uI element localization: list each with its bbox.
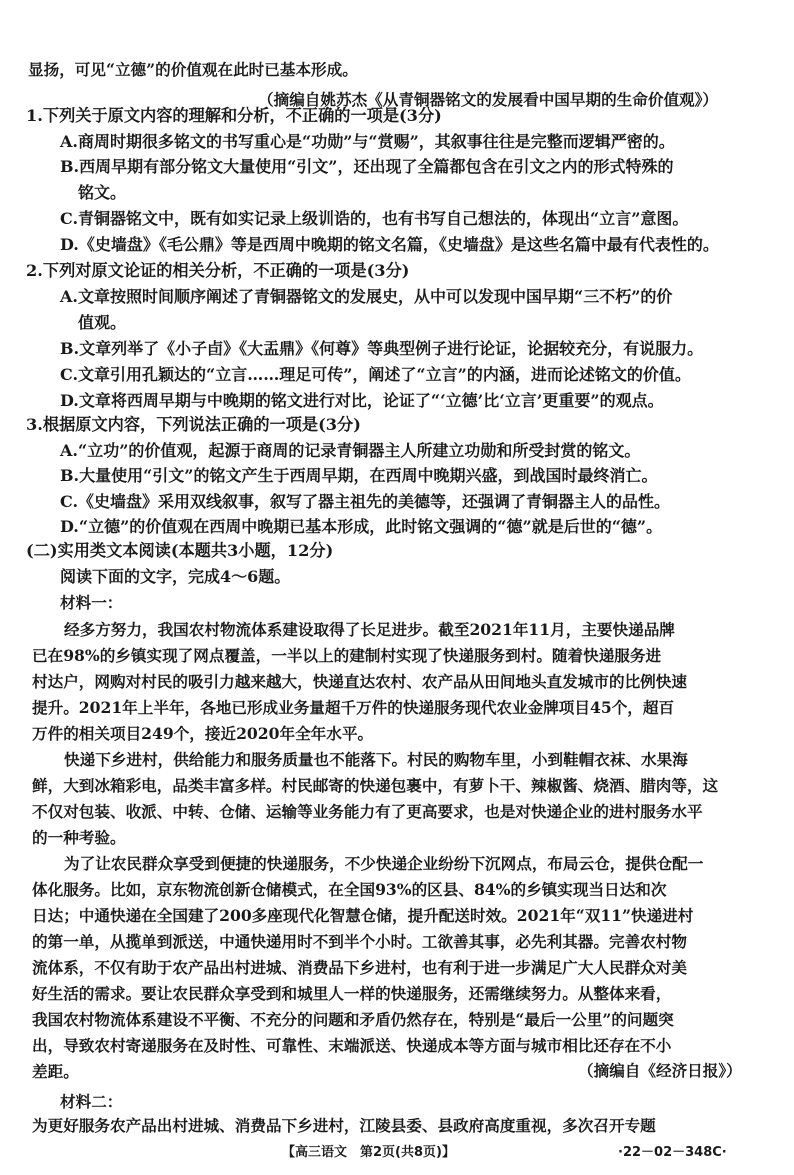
- paragraph-line: 的一种考验。: [32, 828, 126, 847]
- option-1d: D.《史墙盘》《毛公鼎》等是西周中晚期的铭文名篇，《史墙盘》是这些名篇中最有代表性的。: [60, 235, 719, 254]
- option-2d: D.文章将西周早期与中晚期的铭文进行对比，论证了“‘立德’比‘立言’更重要”的观点。: [60, 391, 664, 410]
- paragraph-line: 日达；中通快递在全国建了200多座现代化智慧仓储，提升配送时效。2021年“双11”快递进村: [32, 906, 694, 925]
- paragraph-line: 出，导致农村寄递服务在及时性、可靠性、末端派送、快递成本等方面与城市相比还存在不小: [32, 1036, 672, 1055]
- option-2c: C.文章引用孔颖达的“立言……理足可传”，阐述了“立言”的内涵，进而论述铭文的价值。: [60, 365, 691, 384]
- option-1a: A.商周时期很多铭文的书写重心是“功勋”与“赏赐”，其叙事往往是完整而逻辑严密的。: [60, 132, 675, 151]
- paragraph-line: 经多方努力，我国农村物流体系建设取得了长足进步。截至2021年11月，主要快递品牌: [64, 620, 675, 639]
- option-3a: A.“立功”的价值观，起源于商周的记录青铜器主人所建立功勋和所受封赏的铭文。: [60, 441, 641, 460]
- question-2: 2.下列对原文论证的相关分析，不正确的一项是(3分): [26, 261, 410, 280]
- option-2a-cont: 值观。: [78, 313, 127, 332]
- material-1-heading: 材料一：: [60, 593, 123, 612]
- source-citation: （摘编自《经济日报》）: [578, 1061, 742, 1080]
- option-2a: A.文章按照时间顺序阐述了青铜器铭文的发展史，从中可以发现中国早期“三不朽”的价: [60, 287, 673, 306]
- page-footer: [0, 1141, 794, 1163]
- paragraph-line: 我国农村物流体系建设不平衡、不充分的问题和矛盾仍然存在，特别是“最后一公里”的问题突: [32, 1010, 674, 1029]
- option-1b: B.西周早期有部分铭文大量使用“引文”，还出现了全篇都包含在引文之内的形式特殊的: [60, 157, 674, 176]
- option-3d: D.“立德”的价值观在西周中晚期已基本形成，此时铭文强调的“德”就是后世的“德”。: [60, 517, 663, 536]
- paragraph-line: 差距。: [32, 1062, 79, 1081]
- paragraph-line: 快递下乡进村，供给能力和服务质量也不能落下。村民的购物车里，小到鞋帽衣袜、水果海: [64, 750, 688, 769]
- footer-page-info: 【高三语文 第2页(共8页)】: [282, 1145, 455, 1160]
- paragraph-line: 鲜，大到冰箱彩电，品类丰富多样。村民邮寄的快递包裹中，有萝卜干、辣椒酱、烧酒、腊肉等，这: [32, 776, 719, 795]
- paragraph-line: 为了让农民群众享受到便捷的快递服务，不少快递企业纷纷下沉网点，布局云仓，提供仓配一: [64, 854, 704, 873]
- question-1: 1.下列关于原文内容的理解和分析，不正确的一项是(3分): [26, 106, 442, 125]
- material-2-heading: 材料二：: [60, 1092, 123, 1111]
- instruction: 阅读下面的文字，完成4～6题。: [60, 567, 291, 586]
- paragraph-line: 体化服务。比如，京东物流创新仓储模式，在全国93%的区县、84%的乡镇实现当日达和次: [32, 880, 667, 899]
- section-heading: (二)实用类文本阅读(本题共3小题，12分): [26, 541, 334, 560]
- paragraph-line: 已在98%的乡镇实现了网点覆盖，一半以上的建制村实现了快递服务到村。随着快递服务进: [32, 646, 662, 665]
- option-1c: C.青铜器铭文中，既有如实记录上级训诰的，也有书写自己想法的，体现出“立言”意图。: [60, 209, 689, 228]
- option-3c: C.《史墙盘》采用双线叙事，叙写了器主祖先的美德等，还强调了青铜器主人的品性。: [60, 492, 671, 511]
- paragraph-line: 好生活的需求。要让农民群众享受到和城里人一样的快递服务，还需继续努力。从整体来看，: [32, 984, 672, 1003]
- source-citation: （摘编自姚苏杰《从青铜器铭文的发展看中国早期的生命价值观》）: [258, 90, 719, 109]
- paragraph-line: 不仅对包装、收派、中转、仓储、运输等业务能力有了更高要求，也是对快递企业的进村服务水平: [32, 802, 703, 821]
- paragraph-line: 村达户，网购对村民的吸引力越来越大，快递直达农村、农产品从田间地头直发城市的比例快速: [32, 672, 687, 691]
- paragraph-line: 的第一单，从揽单到派送，中通快递用时不到半个小时。工欲善其事，必先利其器。完善农村物: [32, 932, 687, 951]
- paragraph-line: 万件的相关项目249个，接近2020年全年水平。: [32, 724, 374, 743]
- paragraph-line: 流体系，不仅有助于农产品出村进城、消费品下乡进村，也有利于进一步满足广大人民群众对美: [32, 958, 687, 977]
- option-2b: B.文章列举了《小子卣》《大盂鼎》《何尊》等典型例子进行论证，论据较充分，有说服力。: [60, 339, 704, 358]
- text-line: 显扬，可见“立德”的价值观在此时已基本形成。: [28, 60, 358, 79]
- paragraph-line: 提升。2021年上半年，各地已形成业务量超千万件的快递服务现代农业金牌项目45个，超百: [32, 698, 675, 717]
- option-3b: B.大量使用“引文”的铭文产生于西周早期，在西周中晚期兴盛，到战国时最终消亡。: [60, 466, 658, 485]
- paragraph-line: 为更好服务农产品出村进城、消费品下乡进村，江陵县委、县政府高度重视，多次召开专题: [32, 1116, 656, 1135]
- footer-code: ·22－02－348C·: [618, 1145, 727, 1160]
- option-1b-cont: 铭文。: [78, 183, 127, 202]
- question-3: 3.根据原文内容，下列说法正确的一项是(3分): [26, 415, 361, 434]
